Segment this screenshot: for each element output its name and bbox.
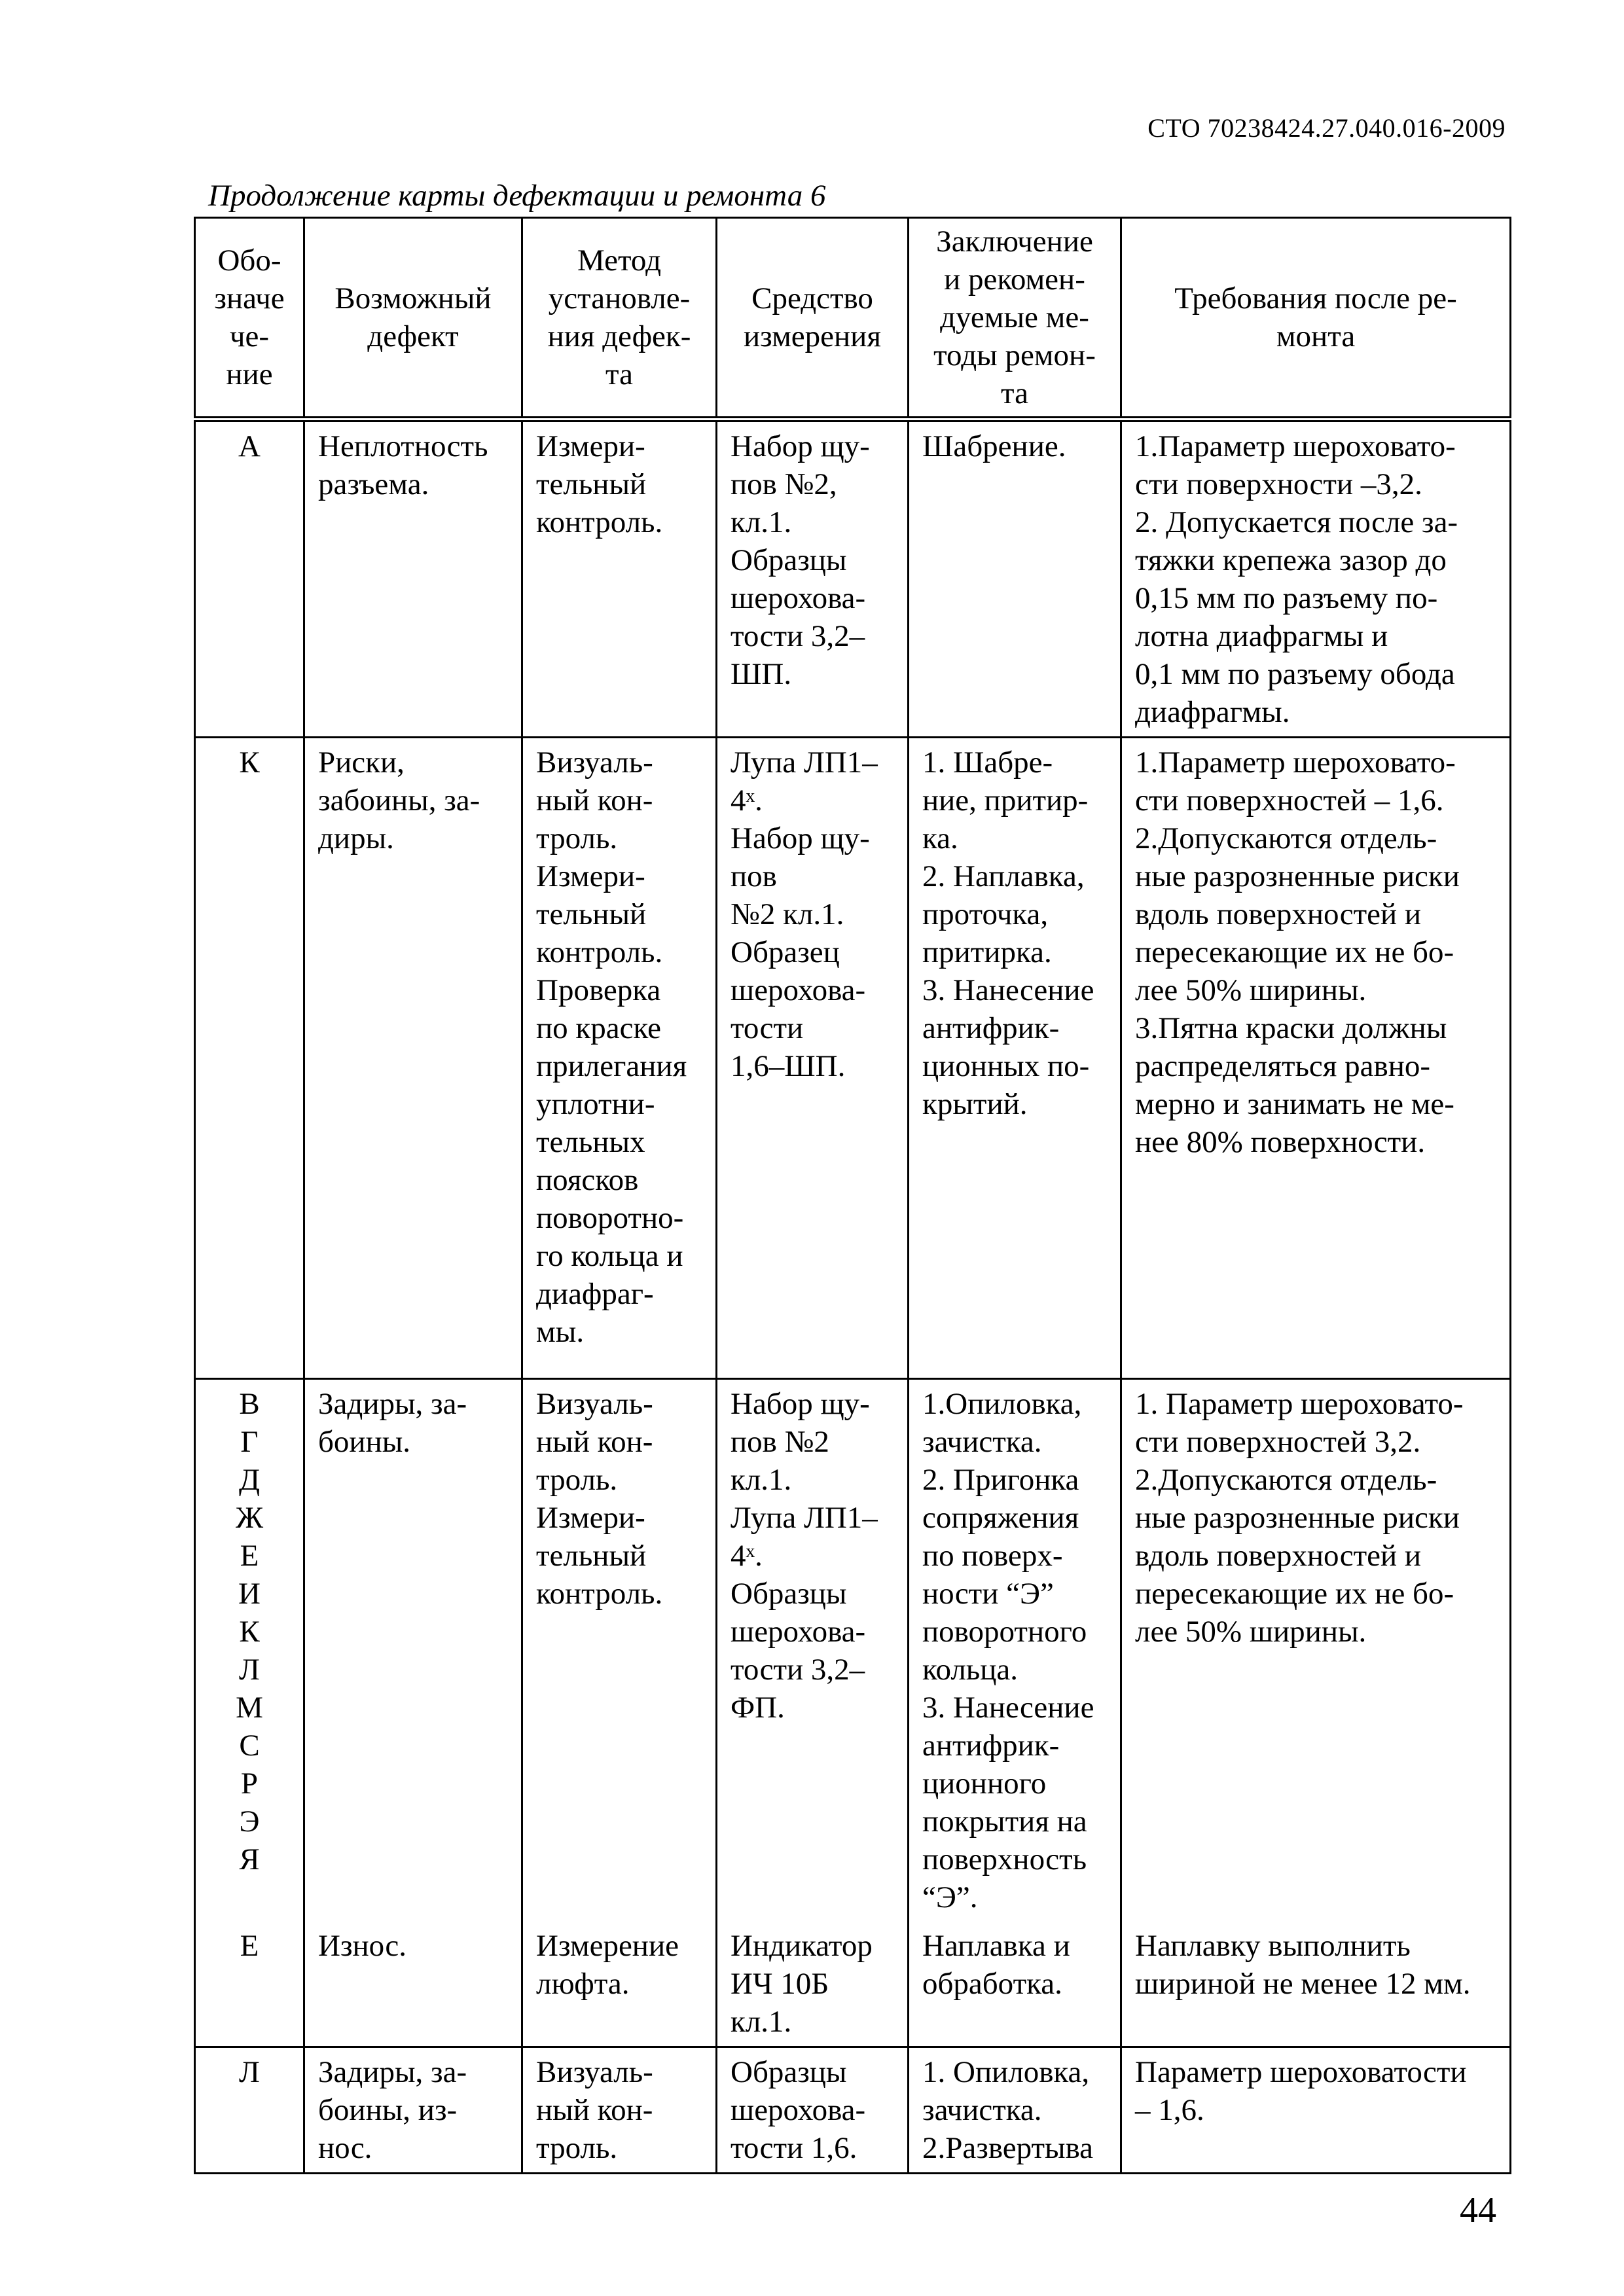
cell-requirements bbox=[1121, 738, 1511, 1379]
cell-line: К bbox=[239, 745, 260, 780]
cell-line: ные разрозненные риски bbox=[1135, 1501, 1460, 1535]
cell-line: 1. Параметр шероховато- bbox=[1135, 1387, 1464, 1421]
cell-designation bbox=[195, 1922, 304, 2047]
cell-line: Обо- bbox=[217, 243, 281, 278]
table-row bbox=[195, 2047, 1511, 2174]
cell-line: поворотно- bbox=[536, 1201, 684, 1235]
cell-line: 2.Развертыва bbox=[922, 2131, 1094, 2165]
cell-line: сопряжения bbox=[922, 1501, 1079, 1535]
cell-line: тельный bbox=[536, 1539, 647, 1573]
cell-line: 4ˣ. bbox=[731, 1539, 763, 1573]
cell-line: ционного bbox=[922, 1767, 1047, 1801]
table-row bbox=[195, 1379, 1511, 1922]
cell-line: крытий. bbox=[922, 1087, 1028, 1121]
cell-line: нос. bbox=[318, 2131, 372, 2165]
cell-line: Возможный bbox=[334, 281, 492, 315]
cell-line: кл.1. bbox=[731, 2005, 792, 2039]
cell-line: тяжки крепежа зазор до bbox=[1135, 543, 1447, 577]
cell-line: Измери- bbox=[536, 1501, 645, 1535]
cell-line: Образцы bbox=[731, 543, 847, 577]
cell-line: значе bbox=[214, 281, 285, 315]
cell-line: 2.Допускаются отдель- bbox=[1135, 821, 1437, 855]
cell-line: измерения bbox=[744, 319, 881, 353]
header-designation bbox=[195, 218, 304, 420]
cell-line: ный кон- bbox=[536, 783, 653, 817]
cell-line: лее 50% ширины. bbox=[1135, 1615, 1367, 1649]
cell-conclusion bbox=[909, 420, 1121, 738]
cell-line: сти поверхности –3,2. bbox=[1135, 467, 1422, 501]
cell-line: проточка, bbox=[922, 897, 1049, 931]
cell-line: го кольца и bbox=[536, 1239, 683, 1273]
cell-line: нее 80% поверхности. bbox=[1135, 1125, 1426, 1159]
cell-line: Э bbox=[239, 1804, 260, 1839]
cell-line: 1. Шабре- bbox=[922, 745, 1053, 780]
cell-line: Индикатор bbox=[731, 1929, 873, 1963]
cell-defect bbox=[304, 2047, 522, 2174]
cell-line: шерохова- bbox=[731, 2093, 866, 2127]
cell-line: Проверка bbox=[536, 973, 661, 1007]
cell-line: забоины, за- bbox=[318, 783, 480, 817]
cell-line: троль. bbox=[536, 1463, 618, 1497]
cell-requirements bbox=[1121, 1379, 1511, 1922]
cell-line: ние bbox=[226, 357, 273, 391]
cell-method bbox=[522, 420, 717, 738]
cell-line: боины. bbox=[318, 1425, 411, 1459]
cell-line: И bbox=[238, 1577, 261, 1611]
table-row bbox=[195, 738, 1511, 1379]
cell-line: и рекомен- bbox=[944, 262, 1085, 296]
cell-line: диафраг- bbox=[536, 1277, 654, 1311]
cell-conclusion bbox=[909, 2047, 1121, 2174]
cell-line: Р bbox=[240, 1767, 259, 1801]
cell-line: притирка. bbox=[922, 935, 1052, 969]
cell-conclusion bbox=[909, 1379, 1121, 1922]
cell-method bbox=[522, 1922, 717, 2047]
cell-line: Средство bbox=[751, 281, 873, 315]
cell-line: Наплавку выполнить bbox=[1135, 1929, 1411, 1963]
cell-line: та bbox=[605, 357, 633, 391]
cell-line: 1. Опиловка, bbox=[922, 2055, 1090, 2089]
cell-line: ности “Э” bbox=[922, 1577, 1054, 1611]
cell-line: Визуаль- bbox=[536, 2055, 653, 2089]
cell-line: мерно и занимать не ме- bbox=[1135, 1087, 1454, 1121]
cell-line: пов №2, bbox=[731, 467, 837, 501]
cell-line: антифрик- bbox=[922, 1011, 1060, 1045]
cell-line: лотна диафрагмы и bbox=[1135, 619, 1388, 653]
cell-line: Наплавка и bbox=[922, 1929, 1070, 1963]
cell-line: 2. Допускается после за- bbox=[1135, 505, 1458, 539]
cell-line: Лупа ЛП1– bbox=[731, 745, 878, 780]
cell-line: шерохова- bbox=[731, 1615, 866, 1649]
header-instrument bbox=[717, 218, 909, 420]
cell-line: ния дефек- bbox=[547, 319, 691, 353]
cell-line: 2.Допускаются отдель- bbox=[1135, 1463, 1437, 1497]
cell-line: ние, притир- bbox=[922, 783, 1089, 817]
cell-line: 4ˣ. bbox=[731, 783, 763, 817]
header-defect bbox=[304, 218, 522, 420]
cell-instrument bbox=[717, 420, 909, 738]
cell-line: тельных bbox=[536, 1125, 645, 1159]
cell-line: установле- bbox=[548, 281, 691, 315]
cell-line: сти поверхностей 3,2. bbox=[1135, 1425, 1421, 1459]
cell-line: Заключение bbox=[936, 224, 1093, 259]
cell-line: та bbox=[1001, 376, 1028, 410]
cell-line: 0,1 мм по разъему обода bbox=[1135, 657, 1455, 691]
cell-line: вдоль поверхностей и bbox=[1135, 1539, 1422, 1573]
cell-line: Набор щу- bbox=[731, 429, 870, 463]
cell-line: В bbox=[239, 1387, 260, 1421]
cell-line: Образцы bbox=[731, 2055, 847, 2089]
cell-line: Риски, bbox=[318, 745, 405, 780]
cell-line: Измерение bbox=[536, 1929, 679, 1963]
cell-line: по краске bbox=[536, 1011, 661, 1045]
cell-line: кольца. bbox=[922, 1653, 1018, 1687]
cell-designation bbox=[195, 738, 304, 1379]
cell-line: контроль. bbox=[536, 935, 663, 969]
cell-line: 0,15 мм по разъему по- bbox=[1135, 581, 1438, 615]
document-code: СТО 70238424.27.040.016-2009 bbox=[1147, 113, 1506, 143]
cell-line: мы. bbox=[536, 1315, 585, 1349]
cell-line: ИЧ 10Б bbox=[731, 1967, 829, 2001]
cell-line: боины, из- bbox=[318, 2093, 458, 2127]
cell-line: шерохова- bbox=[731, 581, 866, 615]
cell-line: А bbox=[238, 429, 261, 463]
cell-designation bbox=[195, 2047, 304, 2174]
cell-defect bbox=[304, 1379, 522, 1922]
cell-line: 1.Параметр шероховато- bbox=[1135, 745, 1456, 780]
cell-line: уплотни- bbox=[536, 1087, 655, 1121]
cell-line: Неплотность bbox=[318, 429, 488, 463]
cell-line: ный кон- bbox=[536, 1425, 653, 1459]
cell-line: С bbox=[239, 1729, 260, 1763]
cell-line: кл.1. bbox=[731, 505, 792, 539]
cell-line: №2 кл.1. bbox=[731, 897, 844, 931]
cell-line: троль. bbox=[536, 821, 618, 855]
cell-line: сти поверхностей – 1,6. bbox=[1135, 783, 1444, 817]
cell-line: тости 3,2– bbox=[731, 619, 865, 653]
cell-line: Износ. bbox=[318, 1929, 406, 1963]
cell-line: 1.Опиловка, bbox=[922, 1387, 1082, 1421]
cell-line: Образец bbox=[731, 935, 840, 969]
cell-line: обработка. bbox=[922, 1967, 1062, 2001]
cell-line: поверхность bbox=[922, 1842, 1087, 1876]
cell-conclusion bbox=[909, 738, 1121, 1379]
cell-line: Л bbox=[239, 2055, 260, 2089]
cell-line: К bbox=[239, 1615, 260, 1649]
cell-line: Измери- bbox=[536, 429, 645, 463]
cell-line: поясков bbox=[536, 1163, 639, 1197]
cell-line: Требования после ре- bbox=[1174, 281, 1457, 315]
cell-line: троль. bbox=[536, 2131, 618, 2165]
cell-line: люфта. bbox=[536, 1967, 630, 2001]
table-row bbox=[195, 420, 1511, 738]
cell-line: 2. Наплавка, bbox=[922, 859, 1085, 893]
cell-defect bbox=[304, 1922, 522, 2047]
cell-designation bbox=[195, 1379, 304, 1922]
cell-line: шириной не менее 12 мм. bbox=[1135, 1967, 1471, 2001]
cell-line: тоды ремон- bbox=[933, 338, 1096, 372]
cell-line: тельный bbox=[536, 897, 647, 931]
cell-defect bbox=[304, 420, 522, 738]
cell-line: 3.Пятна краски должны bbox=[1135, 1011, 1447, 1045]
cell-line: тости 3,2– bbox=[731, 1653, 865, 1687]
cell-line: “Э”. bbox=[922, 1880, 978, 1914]
cell-line: пов bbox=[731, 859, 777, 893]
cell-line: Л bbox=[239, 1653, 260, 1687]
cell-line: Задиры, за- bbox=[318, 2055, 467, 2089]
cell-line: ФП. bbox=[731, 1691, 785, 1725]
cell-line: прилегания bbox=[536, 1049, 687, 1083]
cell-instrument bbox=[717, 1922, 909, 2047]
header-method bbox=[522, 218, 717, 420]
cell-line: Визуаль- bbox=[536, 1387, 653, 1421]
cell-line: 2. Пригонка bbox=[922, 1463, 1079, 1497]
cell-line: М bbox=[236, 1691, 263, 1725]
cell-requirements bbox=[1121, 420, 1511, 738]
cell-line: 1.Параметр шероховато- bbox=[1135, 429, 1456, 463]
cell-line: 3. Нанесение bbox=[922, 1691, 1094, 1725]
cell-line: Задиры, за- bbox=[318, 1387, 467, 1421]
cell-instrument bbox=[717, 738, 909, 1379]
table-row bbox=[195, 1922, 1511, 2047]
cell-line: зачистка. bbox=[922, 1425, 1042, 1459]
cell-line: пересекающие их не бо- bbox=[1135, 1577, 1454, 1611]
cell-line: Параметр шероховатости bbox=[1135, 2055, 1467, 2089]
cell-line: ные разрозненные риски bbox=[1135, 859, 1460, 893]
cell-requirements bbox=[1121, 2047, 1511, 2174]
cell-line: покрытия на bbox=[922, 1804, 1087, 1839]
cell-line: диры. bbox=[318, 821, 394, 855]
cell-method bbox=[522, 738, 717, 1379]
defect-repair-table bbox=[194, 217, 1511, 2174]
cell-line: вдоль поверхностей и bbox=[1135, 897, 1422, 931]
cell-line: ный кон- bbox=[536, 2093, 653, 2127]
cell-line: Лупа ЛП1– bbox=[731, 1501, 878, 1535]
cell-line: тости 1,6. bbox=[731, 2131, 857, 2165]
cell-line: дуемые ме- bbox=[940, 300, 1089, 334]
cell-line: 3. Нанесение bbox=[922, 973, 1094, 1007]
cell-line: Визуаль- bbox=[536, 745, 653, 780]
cell-line: Набор щу- bbox=[731, 821, 870, 855]
cell-line: кл.1. bbox=[731, 1463, 792, 1497]
cell-line: пересекающие их не бо- bbox=[1135, 935, 1454, 969]
cell-line: контроль. bbox=[536, 505, 663, 539]
cell-line: Шабрение. bbox=[922, 429, 1066, 463]
cell-line: поворотного bbox=[922, 1615, 1087, 1649]
cell-line: по поверх- bbox=[922, 1539, 1063, 1573]
cell-designation bbox=[195, 420, 304, 738]
cell-line: Г bbox=[240, 1425, 259, 1459]
cell-line: Е bbox=[240, 1539, 259, 1573]
cell-requirements bbox=[1121, 1922, 1511, 2047]
cell-line: Д bbox=[238, 1463, 261, 1497]
cell-line: Измери- bbox=[536, 859, 645, 893]
cell-method bbox=[522, 2047, 717, 2174]
cell-line: шерохова- bbox=[731, 973, 866, 1007]
page-number: 44 bbox=[1460, 2190, 1496, 2231]
cell-line: Я bbox=[239, 1842, 260, 1876]
cell-line: тости bbox=[731, 1011, 804, 1045]
cell-line: монта bbox=[1276, 319, 1356, 353]
header-conclusion bbox=[909, 218, 1121, 420]
cell-line: пов №2 bbox=[731, 1425, 829, 1459]
cell-line: Ж bbox=[235, 1501, 264, 1535]
cell-line: че- bbox=[229, 319, 270, 353]
cell-line: лее 50% ширины. bbox=[1135, 973, 1367, 1007]
cell-line: распределяться равно- bbox=[1135, 1049, 1431, 1083]
cell-defect bbox=[304, 738, 522, 1379]
header-requirements bbox=[1121, 218, 1511, 420]
cell-line: дефект bbox=[367, 319, 459, 353]
cell-line: ка. bbox=[922, 821, 958, 855]
cell-line: ционных по- bbox=[922, 1049, 1090, 1083]
cell-method bbox=[522, 1379, 717, 1922]
cell-line: разъема. bbox=[318, 467, 429, 501]
cell-instrument bbox=[717, 2047, 909, 2174]
cell-line: 1,6–ШП. bbox=[731, 1049, 846, 1083]
cell-conclusion bbox=[909, 1922, 1121, 2047]
cell-line: тельный bbox=[536, 467, 647, 501]
cell-instrument bbox=[717, 1379, 909, 1922]
cell-line: Метод bbox=[577, 243, 661, 278]
cell-line: зачистка. bbox=[922, 2093, 1042, 2127]
table-caption: Продолжение карты дефектации и ремонта 6 bbox=[208, 179, 826, 213]
cell-line: контроль. bbox=[536, 1577, 663, 1611]
cell-line: антифрик- bbox=[922, 1729, 1060, 1763]
cell-line: ШП. bbox=[731, 657, 792, 691]
cell-line: Е bbox=[240, 1929, 259, 1963]
cell-line: диафрагмы. bbox=[1135, 695, 1290, 729]
cell-line: – 1,6. bbox=[1135, 2093, 1204, 2127]
cell-line: Образцы bbox=[731, 1577, 847, 1611]
cell-line: Набор щу- bbox=[731, 1387, 870, 1421]
